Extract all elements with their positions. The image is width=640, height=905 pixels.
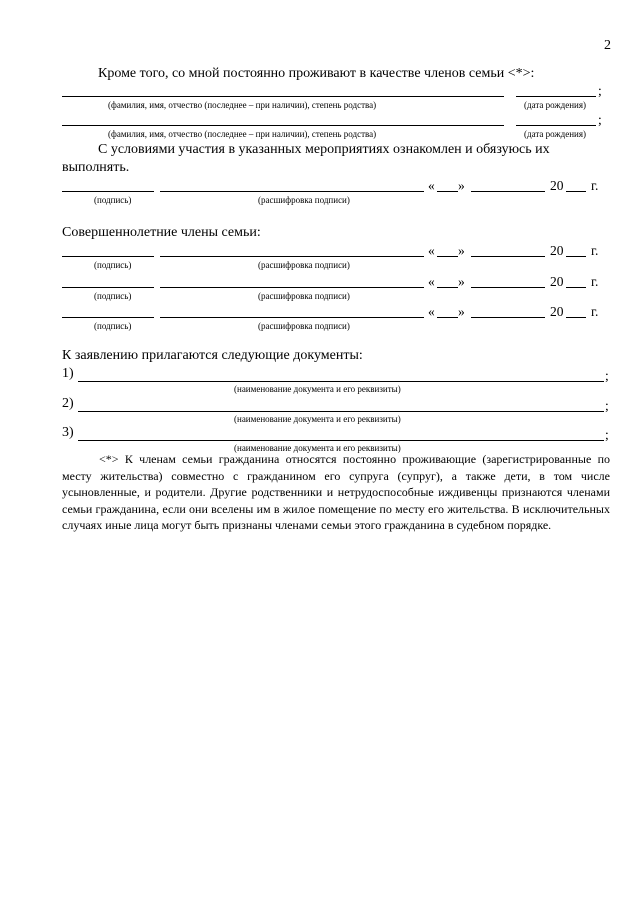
applicant-sign-caption: (подпись) xyxy=(94,195,132,205)
member-decode-caption-2: (расшифровка подписи) xyxy=(258,291,350,301)
member-year-prefix-3: 20 xyxy=(550,304,564,319)
member-date-month-field-2[interactable] xyxy=(471,287,545,288)
doc-caption-1: (наименование документа и его реквизиты) xyxy=(234,384,401,394)
conditions-text-line1: С условиями участия в указанных мероприятиях ознакомлен и обязуюсь их xyxy=(98,142,550,157)
member-date-open-quote-1: « xyxy=(428,243,435,258)
member-date-close-quote-1: » xyxy=(458,243,465,258)
member-sign-caption-3: (подпись) xyxy=(94,321,132,331)
member-date-close-quote-2: » xyxy=(458,274,465,289)
member-decode-field-1[interactable] xyxy=(160,256,424,257)
member-date-month-field-1[interactable] xyxy=(471,256,545,257)
member-decode-caption-1: (расшифровка подписи) xyxy=(258,260,350,270)
member-sign-caption-1: (подпись) xyxy=(94,260,132,270)
member-signature-field-2[interactable] xyxy=(62,287,154,288)
family-name-field-1[interactable] xyxy=(62,96,504,97)
family-name-caption-2: (фамилия, имя, отчество (последнее – при наличии), степень родства) xyxy=(108,129,377,139)
member-signature-field-3[interactable] xyxy=(62,317,154,318)
member-date-day-field-3[interactable] xyxy=(437,317,458,318)
member-date-month-field-3[interactable] xyxy=(471,317,545,318)
member-year-prefix-2: 20 xyxy=(550,274,564,289)
applicant-year-suffix: г. xyxy=(591,178,599,193)
family-row-end-2: ; xyxy=(598,112,602,127)
doc-number-2: 2) xyxy=(62,396,74,411)
member-date-day-field-1[interactable] xyxy=(437,256,458,257)
doc-field-2[interactable] xyxy=(78,411,604,412)
family-row-end-1: ; xyxy=(598,83,602,98)
family-name-caption-1: (фамилия, имя, отчество (последнее – при наличии), степень родства) xyxy=(108,100,377,110)
applicant-year-prefix: 20 xyxy=(550,178,564,193)
applicant-year-field[interactable] xyxy=(566,191,586,192)
family-intro: Кроме того, со мной постоянно проживают в качестве членов семьи <*>: xyxy=(98,66,535,81)
footnote-block xyxy=(62,451,610,534)
conditions-text-line2: выполнять. xyxy=(62,160,130,175)
docs-title: К заявлению прилагаются следующие документы: xyxy=(62,348,363,363)
applicant-date-open-quote: « xyxy=(428,178,435,193)
applicant-decode-caption: (расшифровка подписи) xyxy=(258,195,350,205)
footnote-text: <*> К членам семьи гражданина относятся постоянно проживающие (зарегистрированные по месту жительства) совместно с гражданином его супруга (супруг), а также дети, в том числе усыновленные, и родители. Другие родственники и нетрудоспособные иждивенцы признаются членами семьи гражданина, если они вселены им в жилое помещение по месту его жительства. В исключительных случаях иные лица могут быть признаны членами семьи этого гражданина в судебном порядке. xyxy=(62,452,610,533)
member-date-open-quote-2: « xyxy=(428,274,435,289)
member-date-day-field-2[interactable] xyxy=(437,287,458,288)
member-date-open-quote-3: « xyxy=(428,304,435,319)
doc-caption-3: (наименование документа и его реквизиты) xyxy=(234,443,401,453)
doc-end-2: ; xyxy=(605,398,609,413)
applicant-decode-field[interactable] xyxy=(160,191,424,192)
member-year-field-1[interactable] xyxy=(566,256,586,257)
doc-number-3: 3) xyxy=(62,425,74,440)
family-birthdate-field-1[interactable] xyxy=(516,96,596,97)
member-signature-field-1[interactable] xyxy=(62,256,154,257)
member-sign-caption-2: (подпись) xyxy=(94,291,132,301)
member-year-field-3[interactable] xyxy=(566,317,586,318)
family-birthdate-caption-1: (дата рождения) xyxy=(524,100,586,110)
applicant-signature-field[interactable] xyxy=(62,191,154,192)
doc-field-1[interactable] xyxy=(78,381,604,382)
member-year-suffix-1: г. xyxy=(591,243,599,258)
member-date-close-quote-3: » xyxy=(458,304,465,319)
doc-caption-2: (наименование документа и его реквизиты) xyxy=(234,414,401,424)
doc-number-1: 1) xyxy=(62,366,74,381)
applicant-date-day-field[interactable] xyxy=(437,191,458,192)
member-year-prefix-1: 20 xyxy=(550,243,564,258)
applicant-date-close-quote: » xyxy=(458,178,465,193)
member-year-suffix-3: г. xyxy=(591,304,599,319)
member-year-suffix-2: г. xyxy=(591,274,599,289)
doc-end-3: ; xyxy=(605,427,609,442)
family-name-field-2[interactable] xyxy=(62,125,504,126)
member-decode-field-2[interactable] xyxy=(160,287,424,288)
family-birthdate-field-2[interactable] xyxy=(516,125,596,126)
page-number: 2 xyxy=(604,38,611,53)
member-year-field-2[interactable] xyxy=(566,287,586,288)
doc-end-1: ; xyxy=(605,368,609,383)
family-birthdate-caption-2: (дата рождения) xyxy=(524,129,586,139)
adult-members-title: Совершеннолетние члены семьи: xyxy=(62,225,261,240)
member-decode-caption-3: (расшифровка подписи) xyxy=(258,321,350,331)
doc-field-3[interactable] xyxy=(78,440,604,441)
applicant-date-month-field[interactable] xyxy=(471,191,545,192)
member-decode-field-3[interactable] xyxy=(160,317,424,318)
